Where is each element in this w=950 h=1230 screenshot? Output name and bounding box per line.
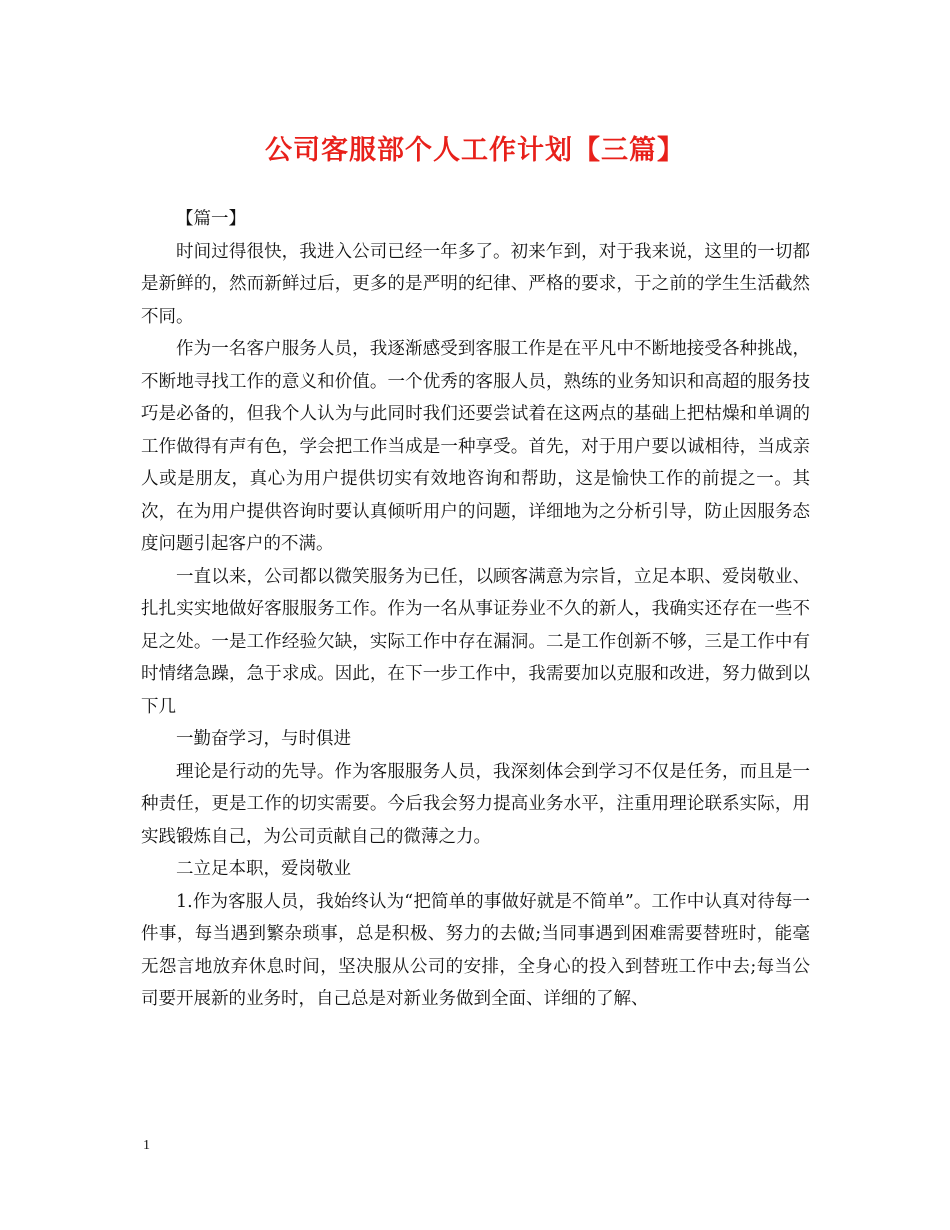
paragraph-2: 作为一名客户服务人员，我逐渐感受到客服工作是在平凡中不断地接受各种挑战，不断地寻找工作的意义和价值。一个优秀的客服人员，熟练的业务知识和高超的服务技巧是必备的，但我个人认为与此同时我们还要尝试着在这两点的基础上把枯燥和单调的工作做得有声有色，学会把工作当成是一种享受。首先，对于用户要以诚相待，当成亲人或是朋友，真心为用户提供切实有效地咨询和帮助，这是愉快工作的前提之一。其次，在为用户提供咨询时要认真倾听用户的问题，详细地为之分析引导，防止因服务态度问题引起客户的不满。 — [141, 339, 810, 554]
document-title: 公司客服部个人工作计划【三篇】 — [265, 135, 685, 166]
paragraph-1: 时间过得很快，我进入公司已经一年多了。初来乍到，对于我来说，这里的一切都是新鲜的，然而新鲜过后，更多的是严明的纪律、严格的要求，于之前的学生生活截然不同。 — [141, 241, 810, 327]
paragraph-3: 一直以来，公司都以微笑服务为已任，以顾客满意为宗旨，立足本职、爱岗敬业、扎扎实实地做好客服服务工作。作为一名从事证券业不久的新人，我确实还存在一些不足之处。一是工作经验欠缺，实际工作中存在漏洞。二是工作创新不够，三是工作中有时情绪急躁，急于求成。因此，在下一步工作中，我需要加以克服和改进，努力做到以下几 — [141, 566, 810, 717]
paragraph-5: 1.作为客服人员，我始终认为“把简单的事做好就是不简单”。工作中认真对待每一件事，每当遇到繁杂琐事，总是积极、努力的去做;当同事遇到困难需要替班时，能毫无怨言地放弃休息时间，坚决服从公司的安排，全身心的投入到替班工作中去;每当公司要开展新的业务时，自己总是对新业务做到全面、详细的了解、 — [141, 891, 810, 1009]
section-label: 【篇一】 — [176, 209, 246, 229]
page-number: 1 — [143, 1138, 150, 1153]
subheading-2: 二立足本职，爱岗敬业 — [176, 859, 351, 879]
document-body — [141, 203, 810, 1016]
subheading-1: 一勤奋学习，与时俱进 — [176, 729, 351, 749]
paragraph-4: 理论是行动的先导。作为客服服务人员，我深刻体会到学习不仅是任务，而且是一种责任，更是工作的切实需要。今后我会努力提高业务水平，注重用理论联系实际，用实践锻炼自己，为公司贡献自己的微薄之力。 — [141, 761, 810, 847]
